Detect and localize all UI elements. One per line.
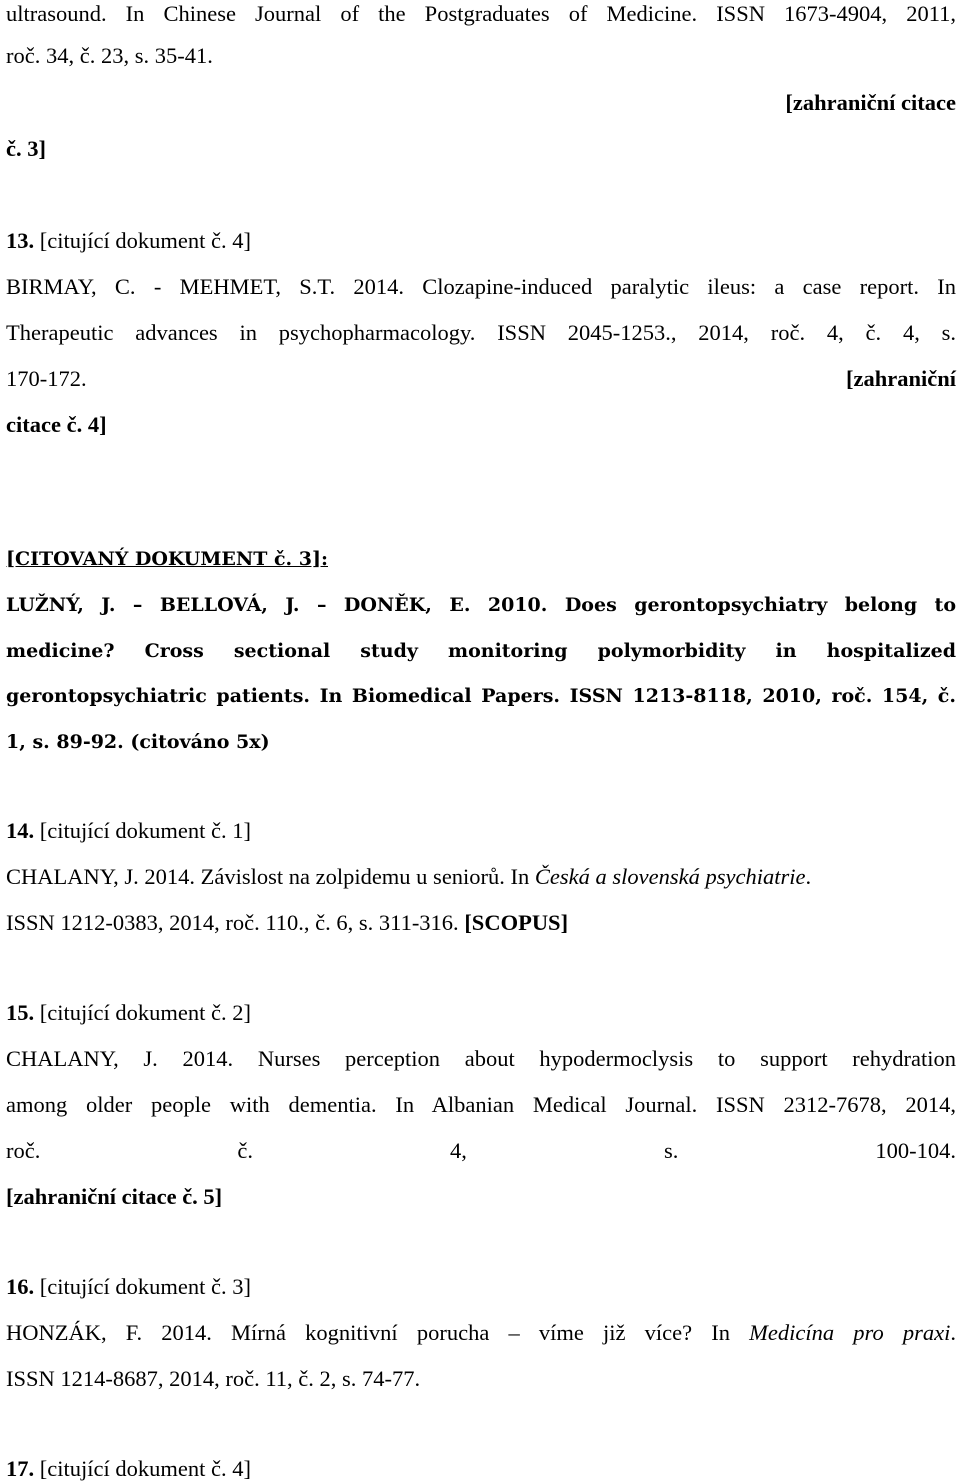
entry-13-header: [6, 227, 956, 255]
entry-16-number: 16.: [6, 1274, 35, 1299]
entry-14-line-2-text: ISSN 1212-0383, 2014, roč. 110., č. 6, s. 311-316.: [6, 910, 465, 935]
entry-13-line-2: Therapeutic advances in psychopharmacology. ISSN 2045-1253., 2014, roč. 4, č. 4, s.: [6, 320, 956, 345]
intro-foreign-tag-b: č. 3]: [6, 136, 46, 161]
entry-13-pages: 170-172.: [6, 366, 87, 391]
intro-foreign-tag-a: [zahraniční citace: [785, 90, 956, 115]
entry-16-header: [6, 1273, 956, 1301]
entry-15-line-2: among older people with dementia. In Albanian Medical Journal. ISSN 2312-7678, 2014,: [6, 1092, 956, 1117]
entry-14-line-1-text: CHALANY, J. 2014. Závislost na zolpidemu u seniorů. In: [6, 864, 535, 889]
intro-line-2: roč. 34, č. 23, s. 35-41.: [6, 43, 213, 68]
entry-13-foreign-tag-b: citace č. 4]: [6, 412, 107, 437]
entry-15-line-3: roč. č. 4, s. 100-104.: [6, 1138, 956, 1163]
entry-16-journal: Medicína pro praxi: [749, 1320, 951, 1345]
entry-13-citing-doc: [citující dokument č. 4]: [39, 228, 251, 253]
cited-line-3: gerontopsychiatric patients. In Biomedical Papers. ISSN 1213-8118, 2010, roč. 154, č.: [6, 685, 956, 707]
entry-16-line-1-end: .: [950, 1320, 956, 1345]
entry-17-number: 17.: [6, 1456, 35, 1481]
entry-16-line-2: ISSN 1214-8687, 2014, roč. 11, č. 2, s. 74-77.: [6, 1366, 421, 1391]
entry-15-header: [6, 999, 956, 1027]
entry-16-line-1: [6, 1319, 956, 1347]
entry-14-journal: Česká a slovenská psychiatrie: [534, 864, 806, 889]
entry-13-number: 13.: [6, 228, 35, 253]
entry-14-number: 14.: [6, 818, 35, 843]
entry-17-header: [6, 1455, 956, 1483]
cited-line-2: medicine? Cross sectional study monitoring polymorbidity in hospitalized: [6, 640, 956, 662]
cited-line-1: LUŽNÝ, J. – BELLOVÁ, J. – DONĚK, E. 2010. Does gerontopsychiatry belong to: [6, 594, 956, 616]
entry-14-line-2: [6, 909, 956, 937]
entry-13-foreign-tag-a: [zahraniční: [846, 366, 956, 391]
entry-14-scopus-tag: [SCOPUS]: [464, 910, 569, 935]
entry-14-line-1-end: .: [805, 864, 812, 889]
entry-16-citing-doc: [citující dokument č. 3]: [39, 1274, 251, 1299]
entry-17-citing-doc: [citující dokument č. 4]: [39, 1456, 251, 1481]
entry-14-citing-doc: [citující dokument č. 1]: [39, 818, 251, 843]
entry-13-line-1: BIRMAY, C. - MEHMET, S.T. 2014. Clozapine-induced paralytic ileus: a case report. In: [6, 274, 956, 299]
entry-14-line-1: [6, 863, 956, 891]
entry-15-number: 15.: [6, 1000, 35, 1025]
cited-document-heading: [CITOVANÝ DOKUMENT č. 3]:: [6, 548, 328, 570]
entry-13-line-3: [6, 365, 956, 393]
entry-15-line-1: CHALANY, J. 2014. Nurses perception about hypodermoclysis to support rehydration: [6, 1046, 956, 1071]
intro-line-1: ultrasound. In Chinese Journal of the Postgraduates of Medicine. ISSN 1673-4904, 2011,: [6, 1, 956, 26]
entry-15-foreign-tag: [zahraniční citace č. 5]: [6, 1184, 223, 1209]
cited-line-4: 1, s. 89-92. (citováno 5x): [6, 731, 270, 753]
entry-16-line-1-text: HONZÁK, F. 2014. Mírná kognitivní porucha – víme již více? In: [6, 1320, 750, 1345]
entry-14-header: [6, 817, 956, 845]
entry-15-citing-doc: [citující dokument č. 2]: [39, 1000, 251, 1025]
